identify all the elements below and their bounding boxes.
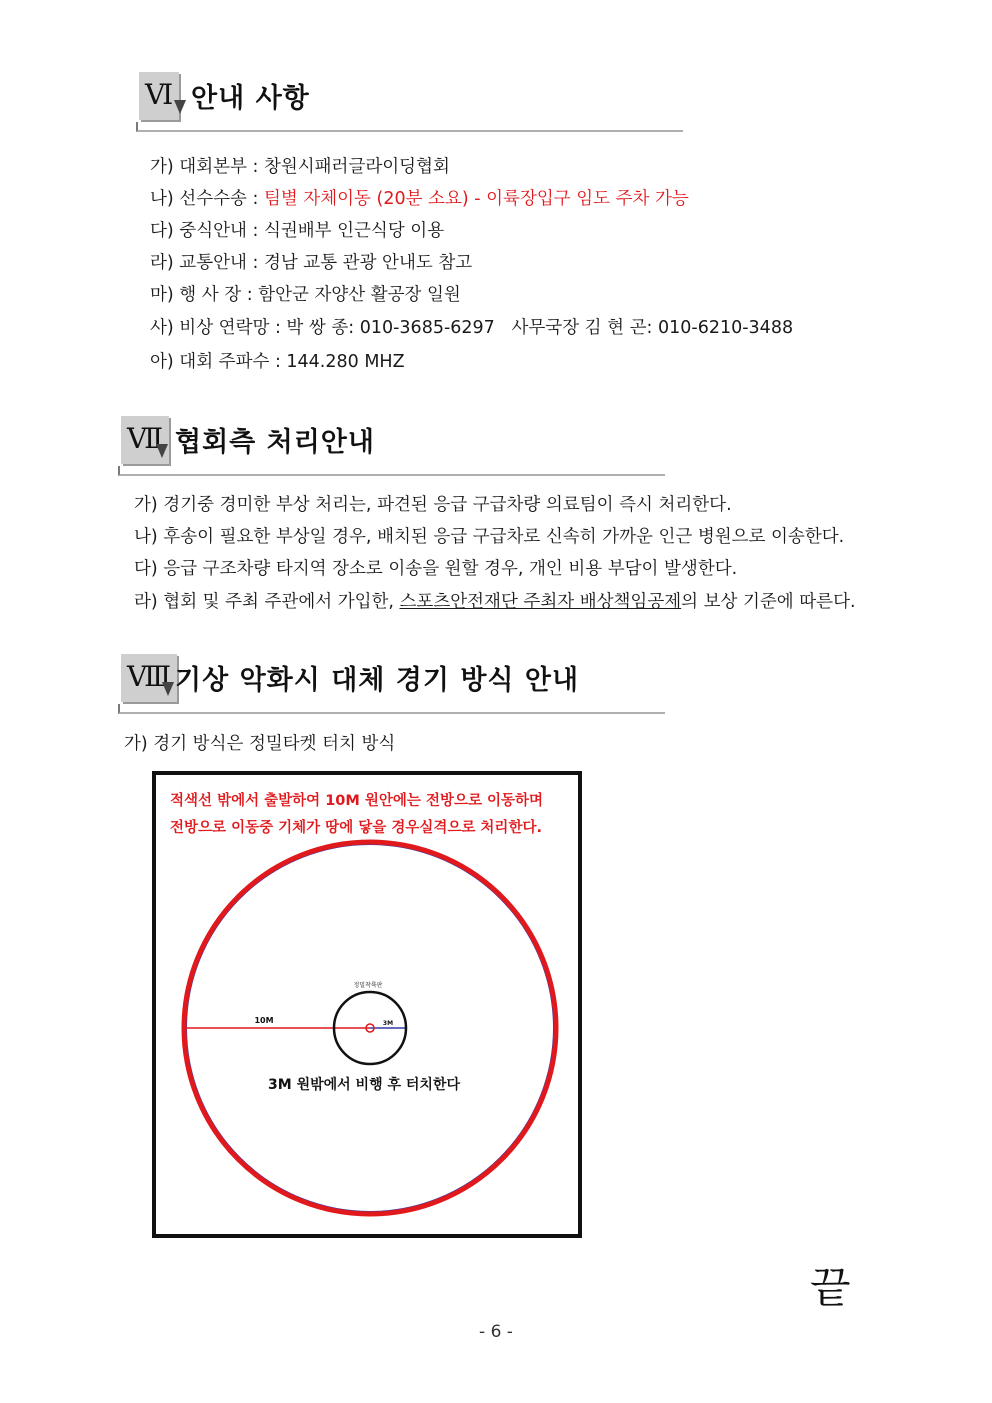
target-diagram-box [152,771,582,1238]
section-6-item-2: 나) 선수수송 : 팀별 자체이동 (20분 소요) - 이륙장입구 임도 주차 가능 [150,189,689,209]
section-6-numeral-tick [174,100,186,114]
center-label: 정밀착륙판 [353,982,383,989]
diagram-note-line-1: 적색선 밖에서 출발하여 10M 원안에는 전방으로 이동하며 [170,793,544,809]
section-6-item-5: 마) 행 사 장 : 함안군 자양산 활공장 일원 [150,285,461,305]
section-6-item-4: 라) 교통안내 : 경남 교통 관광 안내도 참고 [150,253,473,273]
section-7-item-1: 가) 경기중 경미한 부상 처리는, 파견된 응급 구급차량 의료팀이 즉시 처리한다. [134,495,732,515]
section-6-item-3: 다) 중식안내 : 식권배부 인근식당 이용 [150,221,445,241]
section-6-item-1: 가) 대회본부 : 창원시패러글라이딩협회 [150,157,450,177]
section-8-underline [118,704,665,714]
section-8-header [118,654,663,714]
section-8-item-1: 가) 경기 방식은 정밀타켓 터치 방식 [124,734,396,754]
section-6-item-7: 아) 대회 주파수 : 144.280 MHZ [150,352,405,372]
section-6-header [136,72,681,132]
section-7-header [118,416,663,476]
section-6-numeral: Ⅵ [139,72,179,120]
target-diagram [156,775,578,1234]
section-7-numeral: Ⅶ [121,416,169,464]
inner-radius-label: 3M [382,1020,394,1027]
section-6-item-6: 사) 비상 연락망 : 박 쌍 종: 010-3685-6297 사무국장 김 현 곤: 010-6210-3488 [150,318,794,338]
section-8-numeral: Ⅷ [121,654,177,702]
diagram-note-line-2: 전방으로 이동중 기체가 땅에 닿을 경우실격으로 처리한다. [170,820,542,836]
section-7-numeral-tick [156,444,168,458]
section-7-title: 협회측 처리안내 [175,427,375,458]
page-number: - 6 - [479,1322,513,1342]
section-7-item-2: 나) 후송이 필요한 부상일 경우, 배치된 응급 구급차로 신속히 가까운 인근 병원으로 이송한다. [134,527,845,547]
diagram-caption: 3M 원밖에서 비행 후 터치한다 [268,1077,460,1093]
section-7-item-4: 라) 협회 및 주최 주관에서 가입한, 스포츠안전재단 주최자 배상책임공제의 보상 기준에 따른다. [134,592,856,612]
section-8-numeral-tick [162,682,174,696]
outer-radius-label: 10M [254,1016,274,1025]
end-mark: 끝 [810,1263,851,1312]
section-6-title: 안내 사항 [191,83,310,114]
section-7-underline [118,466,665,476]
section-6-underline [136,122,683,132]
insurance-underlined: 스포츠안전재단 주최자 배상책임공제 [399,592,682,612]
section-8-title: 기상 악화시 대체 경기 방식 안내 [175,665,580,696]
transport-highlight: 팀별 자체이동 (20분 소요) - 이륙장입구 임도 주차 가능 [263,189,689,209]
section-7-item-3: 다) 응급 구조차량 타지역 장소로 이송을 원할 경우, 개인 비용 부담이 발생한다. [134,559,738,579]
